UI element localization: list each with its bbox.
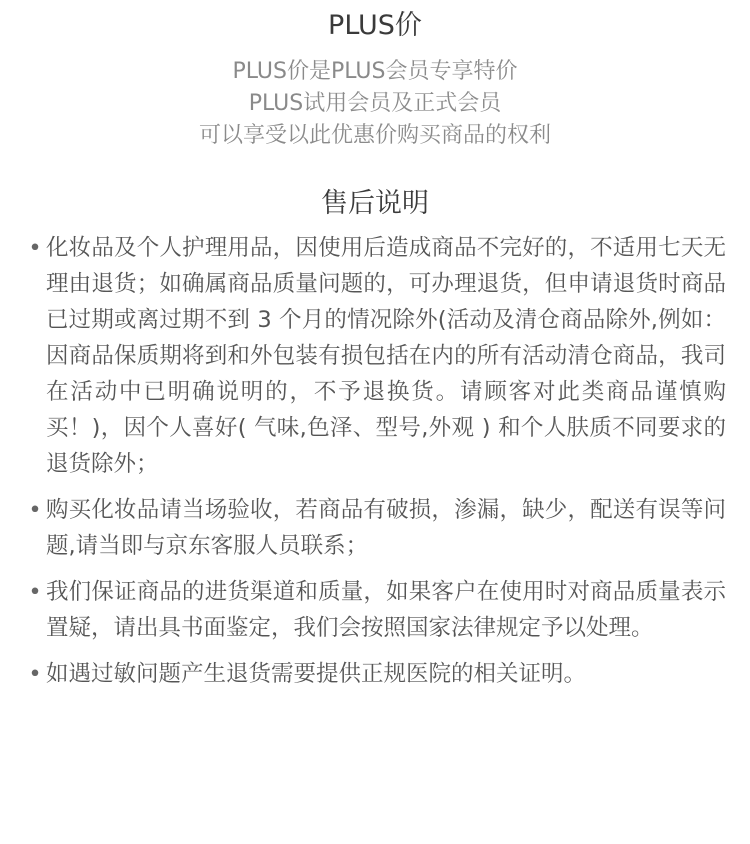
plus-desc-line: 可以享受以此优惠价购买商品的权利 <box>198 123 551 148</box>
after-sales-list <box>26 230 726 702</box>
after-sales-item-text: 化妆品及个人护理用品，因使用后造成商品不完好的，不适用七天无理由退货；如确属商品质量问题的，可办理退货，但申请退货时商品已过期或离过期不到 3 个月的情况除外(活动及清仓商品除外,例如：因商品保质期将到和外包装有损包括在内的所有活动清仓商品，我司在活动中已明确说明的，不予退换货。请顾客对此类商品谨慎购买！)，因个人喜好( 气味,色泽、型号,外观 ) 和个人肤质不同要求的退货除外； <box>46 235 726 477</box>
after-sales-item <box>26 574 726 646</box>
bullet-icon: • <box>28 235 42 261</box>
plus-price-title: PLUS价 <box>328 10 422 41</box>
after-sales-item-text: 购买化妆品请当场验收，若商品有破损，渗漏，缺少，配送有误等问题,请当即与京东客服人员联系； <box>46 497 726 559</box>
after-sales-item <box>26 492 726 564</box>
bullet-icon: • <box>28 497 42 523</box>
bullet-icon: • <box>28 579 42 605</box>
plus-desc-line: PLUS价是PLUS会员专享特价 <box>232 59 518 84</box>
plus-price-description <box>0 56 750 152</box>
after-sales-item-text: 如遇过敏问题产生退货需要提供正规医院的相关证明。 <box>46 661 587 687</box>
after-sales-item-text: 我们保证商品的进货渠道和质量，如果客户在使用时对商品质量表示置疑，请出具书面鉴定，我们会按照国家法律规定予以处理。 <box>46 579 726 641</box>
after-sales-title: 售后说明 <box>321 188 429 219</box>
bullet-icon: • <box>28 661 42 687</box>
after-sales-item <box>26 656 726 692</box>
plus-desc-line: PLUS试用会员及正式会员 <box>248 91 502 116</box>
after-sales-item <box>26 230 726 482</box>
